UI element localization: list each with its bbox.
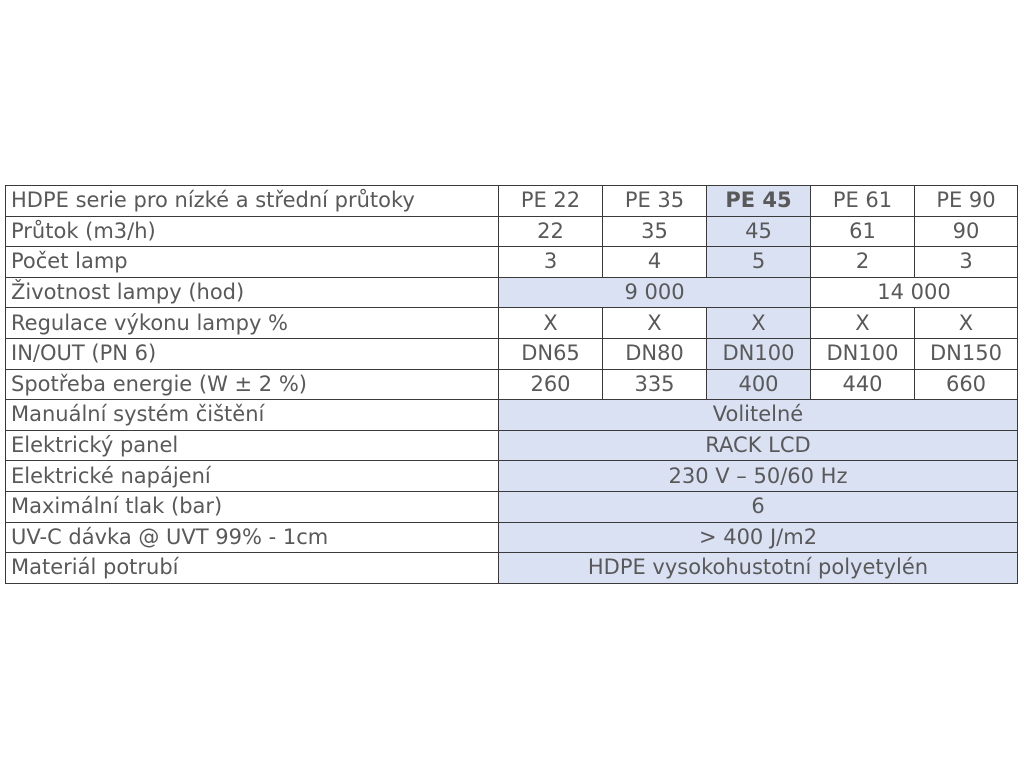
cell-value: DN80 xyxy=(603,338,707,369)
cell-value: 6 xyxy=(499,491,1018,522)
row-label: Spotřeba energie (W ± 2 %) xyxy=(6,369,499,400)
cell-value: DN100 xyxy=(811,338,915,369)
cell-value: DN65 xyxy=(499,338,603,369)
cell-value: Volitelné xyxy=(499,400,1018,431)
table-row-in-out xyxy=(6,338,1018,369)
cell-value: 4 xyxy=(603,247,707,278)
row-label: UV-C dávka @ UVT 99% - 1cm xyxy=(6,522,499,553)
cell-value: 3 xyxy=(499,247,603,278)
cell-value: RACK LCD xyxy=(499,430,1018,461)
table-row-energy xyxy=(6,369,1018,400)
cell-value: 3 xyxy=(915,247,1018,278)
cell-value: 2 xyxy=(811,247,915,278)
table-row-pressure xyxy=(6,491,1018,522)
cell-value: 9 000 xyxy=(499,277,811,308)
table-row-lamps xyxy=(6,247,1018,278)
table-row-lamp-life xyxy=(6,277,1018,308)
row-label: Průtok (m3/h) xyxy=(6,216,499,247)
cell-value: X xyxy=(915,308,1018,339)
row-label: Elektrické napájení xyxy=(6,461,499,492)
cell-value: 61 xyxy=(811,216,915,247)
row-label: IN/OUT (PN 6) xyxy=(6,338,499,369)
cell-value: 35 xyxy=(603,216,707,247)
model-pe90: PE 90 xyxy=(915,186,1018,217)
cell-value: 260 xyxy=(499,369,603,400)
model-pe35: PE 35 xyxy=(603,186,707,217)
row-label: Životnost lampy (hod) xyxy=(6,277,499,308)
cell-value: X xyxy=(811,308,915,339)
cell-value: 335 xyxy=(603,369,707,400)
cell-value: X xyxy=(707,308,811,339)
table-row-flow xyxy=(6,216,1018,247)
cell-value: 400 xyxy=(707,369,811,400)
row-label: Maximální tlak (bar) xyxy=(6,491,499,522)
model-pe22: PE 22 xyxy=(499,186,603,217)
table-row-header xyxy=(6,186,1018,217)
row-label: Regulace výkonu lampy % xyxy=(6,308,499,339)
cell-value: HDPE vysokohustotní polyetylén xyxy=(499,553,1018,584)
table-row-dose xyxy=(6,522,1018,553)
cell-value: > 400 J/m2 xyxy=(499,522,1018,553)
cell-value: DN100 xyxy=(707,338,811,369)
cell-value: X xyxy=(499,308,603,339)
row-label: Elektrický panel xyxy=(6,430,499,461)
cell-value: DN150 xyxy=(915,338,1018,369)
table-row-material xyxy=(6,553,1018,584)
table-row-panel xyxy=(6,430,1018,461)
cell-value: 5 xyxy=(707,247,811,278)
cell-value: 22 xyxy=(499,216,603,247)
cell-value: 230 V – 50/60 Hz xyxy=(499,461,1018,492)
cell-value: 45 xyxy=(707,216,811,247)
model-pe45: PE 45 xyxy=(707,186,811,217)
cell-value: 90 xyxy=(915,216,1018,247)
table-row-power-regulation xyxy=(6,308,1018,339)
table-row-supply xyxy=(6,461,1018,492)
row-label: Materiál potrubí xyxy=(6,553,499,584)
spec-table xyxy=(5,185,1018,584)
cell-value: 14 000 xyxy=(811,277,1018,308)
row-label: Manuální systém čištění xyxy=(6,400,499,431)
cell-value: X xyxy=(603,308,707,339)
cell-value: 660 xyxy=(915,369,1018,400)
row-label: Počet lamp xyxy=(6,247,499,278)
model-pe61: PE 61 xyxy=(811,186,915,217)
table-title: HDPE serie pro nízké a střední průtoky xyxy=(6,186,499,217)
table-row-cleaning xyxy=(6,400,1018,431)
cell-value: 440 xyxy=(811,369,915,400)
